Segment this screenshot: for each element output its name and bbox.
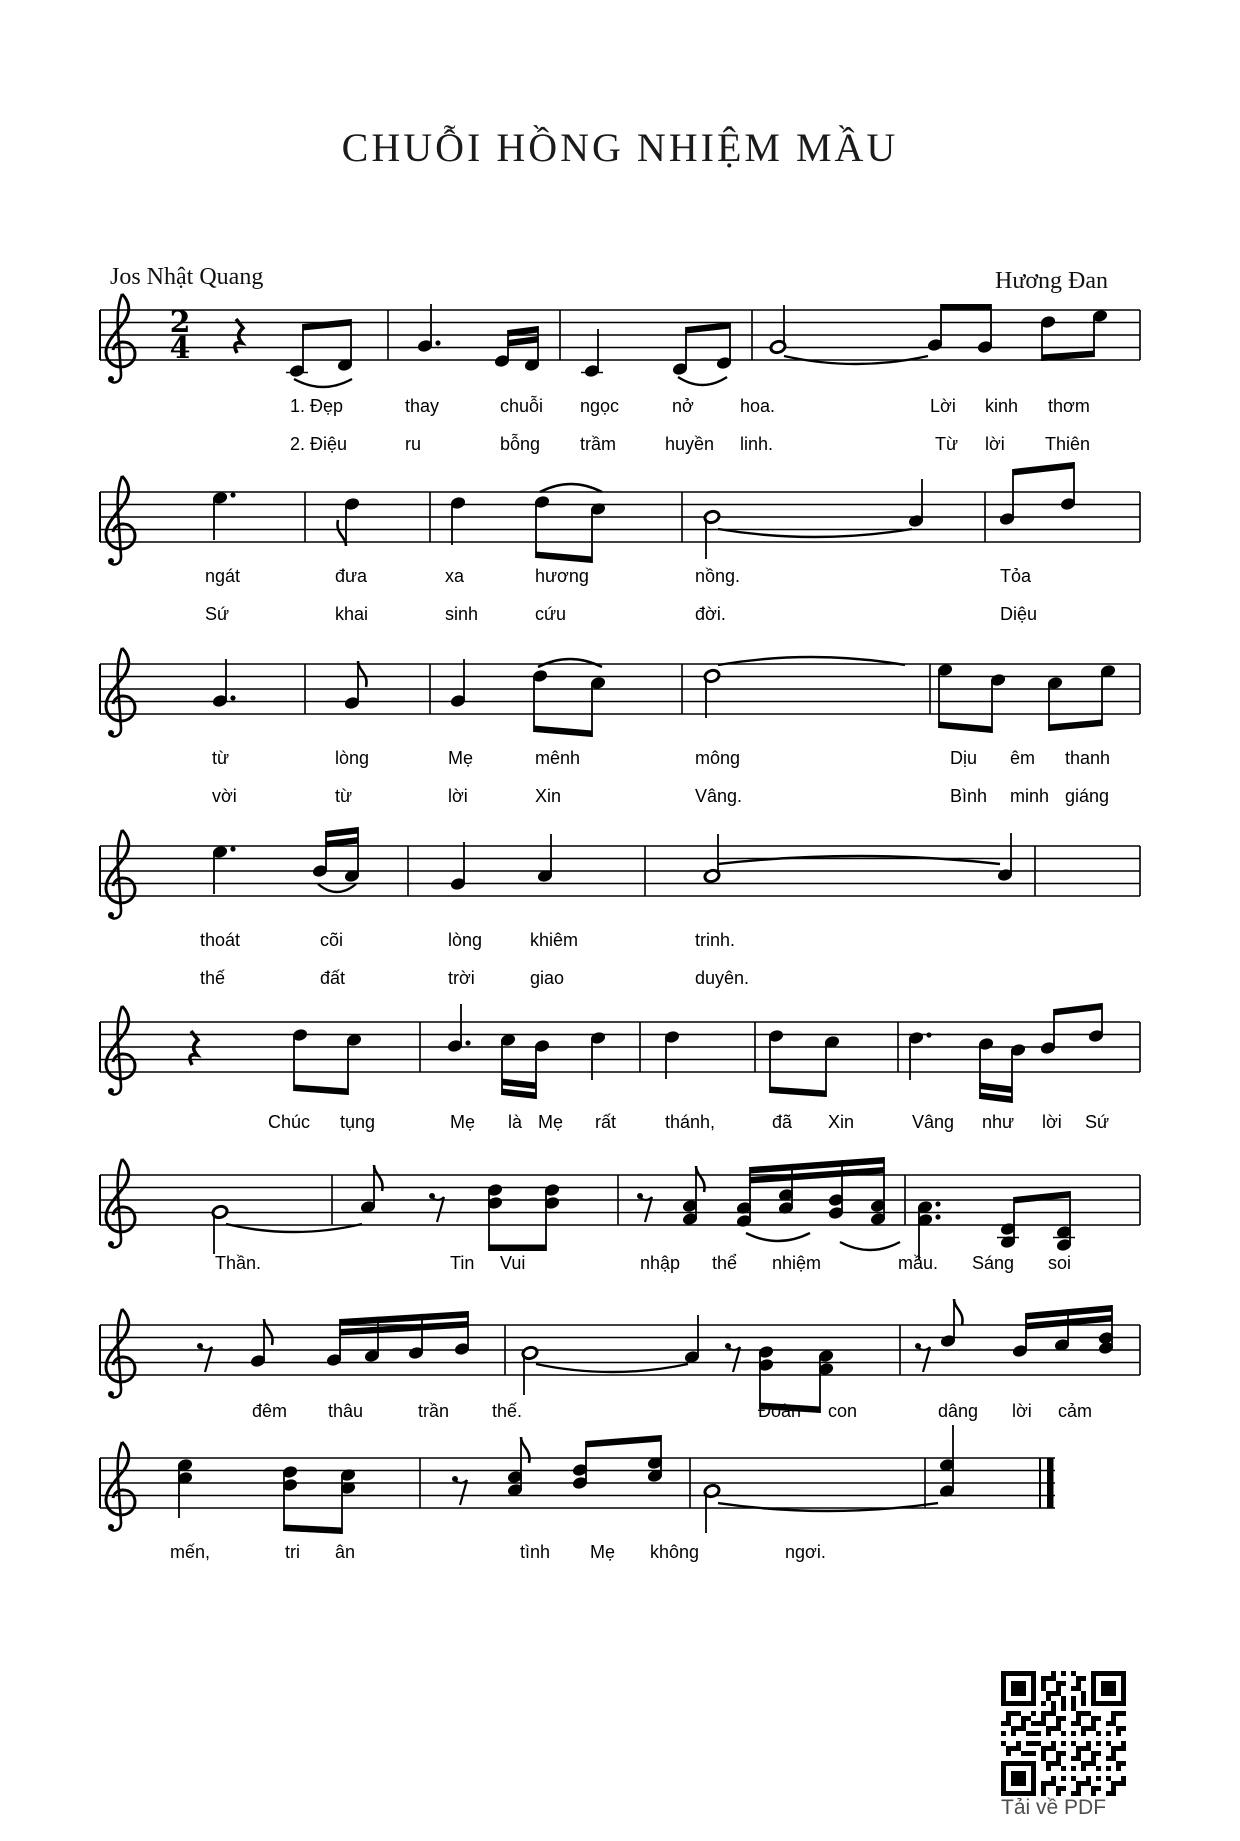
- lyric-word: tình: [520, 1542, 551, 1562]
- lyric-word: Xin: [535, 786, 562, 806]
- composer-music: Hương Đan: [994, 268, 1108, 294]
- lyric-word: linh.: [740, 434, 774, 454]
- lyric-word: Dịu: [950, 748, 978, 768]
- lyric-word: đời.: [695, 604, 726, 624]
- lyric-word: trinh.: [695, 930, 736, 950]
- lyric-word: thoát: [200, 930, 241, 950]
- lyric-word: Sứ: [1085, 1112, 1110, 1132]
- lyric-word: nhiệm: [772, 1253, 822, 1273]
- lyric-word: lời: [448, 786, 468, 806]
- lyric-word: Bình: [950, 786, 988, 806]
- staff-6: [100, 1157, 1140, 1260]
- lyric-word: Vâng.: [695, 786, 743, 806]
- lyric-word: đất: [320, 968, 346, 988]
- lyric-word: Sứ: [205, 604, 230, 624]
- lyric-word: thay: [405, 396, 440, 416]
- lyric-word: từ: [335, 786, 353, 806]
- lyric-word: Thần.: [215, 1253, 262, 1273]
- lyric-word: ru: [405, 434, 422, 454]
- lyric-word: thâu: [328, 1401, 364, 1421]
- lyric-word: tri: [285, 1542, 300, 1562]
- lyric-word: 2. Điệu: [290, 434, 348, 454]
- lyric-word: thế: [200, 968, 226, 988]
- lyric-word: Sáng: [972, 1253, 1015, 1273]
- svg-text:4: 4: [169, 331, 191, 366]
- lyric-word: đêm: [252, 1401, 288, 1421]
- lyric-word: xa: [445, 566, 465, 586]
- lyric-word: huyền: [665, 434, 715, 454]
- lyric-word: trời: [448, 968, 475, 988]
- qr-code[interactable]: [1001, 1671, 1126, 1796]
- lyric-word: Đoàn: [758, 1401, 802, 1421]
- staff-7: [100, 1299, 1140, 1413]
- lyric-word: lời: [1042, 1112, 1062, 1132]
- lyric-word: cõi: [320, 930, 344, 950]
- lyric-word: Xin: [828, 1112, 855, 1132]
- lyric-word: trầm: [580, 434, 616, 454]
- lyric-word: thể: [712, 1253, 738, 1273]
- lyric-word: là: [508, 1112, 523, 1132]
- lyric-word: minh: [1010, 786, 1050, 806]
- staff-1: [100, 294, 1140, 387]
- qr-download-label[interactable]: Tải về PDF: [1001, 1796, 1107, 1819]
- lyric-word: mến,: [170, 1542, 211, 1562]
- lyric-word: đưa: [335, 566, 368, 586]
- staff-4: [100, 827, 1140, 918]
- lyric-word: Diệu: [1000, 604, 1038, 624]
- lyric-word: giao: [530, 968, 565, 988]
- lyric-word: cứu: [535, 604, 567, 624]
- lyric-word: khiêm: [530, 930, 579, 950]
- lyric-word: vời: [212, 786, 237, 806]
- lyric-word: không: [650, 1542, 700, 1562]
- lyric-word: lòng: [448, 930, 483, 950]
- lyric-word: ngơi.: [785, 1542, 826, 1562]
- lyric-word: Chúc: [268, 1112, 311, 1132]
- lyric-word: Tỏa: [1000, 566, 1032, 586]
- lyric-word: từ: [212, 748, 230, 768]
- staff-2: [100, 462, 1140, 564]
- lyric-word: thanh: [1065, 748, 1111, 768]
- lyric-word: Lời: [930, 396, 956, 416]
- lyric-word: rất: [595, 1112, 617, 1132]
- lyric-word: ngát: [205, 566, 241, 586]
- lyric-word: Mẹ: [450, 1112, 476, 1132]
- lyric-word: mông: [695, 748, 741, 768]
- lyric-word: Mẹ: [448, 748, 474, 768]
- lyric-word: êm: [1010, 748, 1036, 768]
- lyric-word: kinh: [985, 396, 1019, 416]
- lyric-word: thế.: [492, 1401, 523, 1421]
- lyric-word: Mẹ: [590, 1542, 616, 1562]
- lyric-word: thánh,: [665, 1112, 716, 1132]
- lyric-word: Vâng: [912, 1112, 955, 1132]
- staff-5: [100, 1003, 1140, 1103]
- lyric-word: 1. Đẹp: [290, 396, 344, 416]
- lyric-word: như: [982, 1112, 1015, 1132]
- lyric-word: chuỗi: [500, 396, 544, 416]
- lyric-word: trần: [418, 1401, 450, 1421]
- lyric-word: nồng.: [695, 566, 741, 586]
- lyric-word: dâng: [938, 1401, 979, 1421]
- lyric-word: bỗng: [500, 434, 541, 454]
- lyric-word: ân: [335, 1542, 356, 1562]
- lyric-word: đã: [772, 1112, 793, 1132]
- lyric-word: cảm: [1058, 1401, 1093, 1421]
- lyric-word: soi: [1048, 1253, 1072, 1273]
- lyric-word: hương: [535, 566, 589, 586]
- lyric-word: Tin: [450, 1253, 475, 1273]
- lyric-word: mầu.: [898, 1253, 939, 1273]
- lyric-word: Vui: [500, 1253, 526, 1273]
- lyric-word: sinh: [445, 604, 479, 624]
- lyric-word: lời: [1012, 1401, 1032, 1421]
- lyric-word: khai: [335, 604, 369, 624]
- lyric-word: lời: [985, 434, 1005, 454]
- lyric-word: lòng: [335, 748, 370, 768]
- lyric-word: giáng: [1065, 786, 1110, 806]
- lyric-word: tụng: [340, 1112, 376, 1132]
- lyric-word: mênh: [535, 748, 581, 768]
- lyric-word: Mẹ: [538, 1112, 564, 1132]
- staff-8: [100, 1425, 1055, 1534]
- lyric-word: Từ: [935, 434, 959, 454]
- lyric-word: nở: [672, 396, 694, 416]
- staff-3: [100, 648, 1140, 737]
- lyric-word: ngọc: [580, 396, 620, 416]
- lyric-word: hoa.: [740, 396, 776, 416]
- lyric-word: con: [828, 1401, 858, 1421]
- svg-text:2: 2: [169, 305, 191, 340]
- composer-lyricist: Jos Nhật Quang: [110, 264, 264, 290]
- lyric-word: thơm: [1048, 396, 1090, 416]
- lyric-word: duyên.: [695, 968, 750, 988]
- lyric-word: nhập: [640, 1253, 681, 1273]
- song-title: CHUỖI HỒNG NHIỆM MẦU: [341, 125, 899, 170]
- lyric-word: Thiên: [1045, 434, 1091, 454]
